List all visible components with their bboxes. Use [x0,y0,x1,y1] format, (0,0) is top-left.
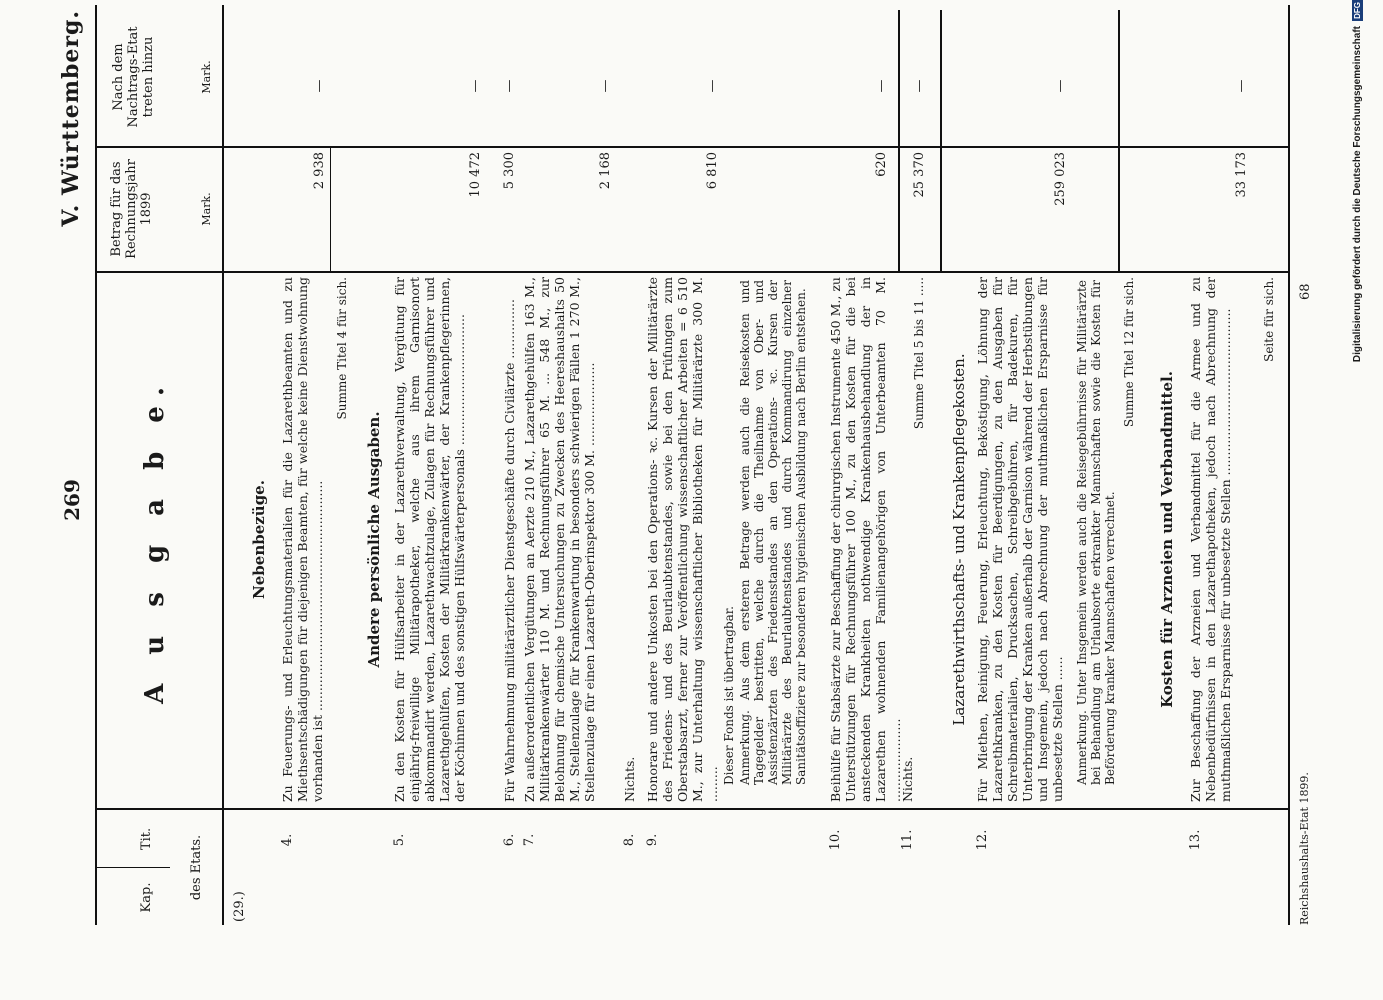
country-heading: V. Württemberg. [58,10,84,227]
table-bottom-rule [1288,5,1290,925]
sum-nach: — [912,79,927,93]
tit-number: 13. [1188,829,1203,851]
row-nach: — [312,79,327,93]
amount-col-rule [95,271,1288,273]
subheading-nebenbezuege: Nebenbezüge. [250,480,268,599]
table-top-rule [95,5,97,925]
subheading-arzneien: Kosten für Arzneien und Verbandmittel. [1158,371,1176,708]
col-nachtrag: Nach dem Nachtrags-Etat treten hinzu [111,26,156,128]
sum-rule [330,148,331,272]
sum-rule [940,10,942,272]
tit-number: 11. [900,829,915,851]
row-amount: 5 300 [502,152,517,190]
row-nach: — [1234,79,1249,93]
sum-rule [898,10,900,272]
tit-number: 6. [502,833,517,847]
col-betrag: Betrag für das Rechnungsjahr 1899 [109,159,154,259]
row-nach: — [1053,79,1068,93]
col-betrag-unit: Mark. [200,192,213,226]
sum-label: Seite für sich. [1262,277,1276,362]
row-text: Nichts. [622,756,637,802]
row-text: Für Miethen, Reinigung, Feuerung, Erleuchtung, Beköstigung, Löhnung der Lazarethkranken, zu den Kosten für Beerdigungen, zu den Ausgaben für Schreibmaterialien, Drucksachen, Schreibgebühren, für Badekuren, für Unterbringung der Kranken außerhalb der Garnison während der Herbstübungen und Insgemein, jedoch nach Abrechnung der muthmaßlichen Ersparnisse für unbesetzte Stellen ...... [975,277,1065,802]
row-amount: 259 023 [1053,152,1068,206]
tit-number: 9. [645,833,660,847]
sum-label: Summe Titel 12 für sich. [1122,277,1136,428]
anmerkung-note: Anmerkung. Unter Insgemein werden auch die Reisegebührnisse für Militärärzte bei Behandlung am Urlaubsorte erkrankter Mannschaften sowie die Kosten für Beförderung kranker Mannschaften verrechnet. [1075,280,1117,785]
row-nach: — [468,79,483,93]
row-amount: 620 [874,152,889,177]
col-nachtrag-unit: Mark. [200,60,213,94]
subheading-andere: Andere persönliche Ausgaben. [365,411,383,668]
row-amount: 2 938 [312,152,327,190]
row-text: Für Wahrnehmung militärärztlicher Dienstgeschäfte durch Civilärzte ............... [502,299,517,802]
row-text: Zu Feuerungs- und Erleuchtungsmaterialien für die Lazarethbeamten und zu Miethsentschädigungen für diejenigen Beamten, für welche keine Dienstwohnung vorhanden ist .......................................................... [280,277,325,802]
row-amount: 10 472 [468,152,483,198]
footer-page: 68 [1298,283,1313,300]
footer-left: Reichshaushalts-Etat 1899. [1298,772,1311,925]
tit-number: 7. [522,833,537,847]
dfg-note [1345,0,1364,600]
col-des-etats: des Etats. [189,834,204,901]
row-nach: — [598,79,613,93]
row-nach: — [874,79,889,93]
section-title: A u s g a b e. [140,377,170,704]
sum-label: Summe Titel 5 bis 11 ..... [912,277,926,430]
sum-label: Summe Titel 4 für sich. [335,277,349,420]
kap-number: (29.) [232,891,247,922]
col-tit: Tit. [139,827,154,851]
subheading-lazareth: Lazarethwirthschafts- und Krankenpflegekosten. [950,353,968,726]
nach-col-rule [95,146,1288,148]
row-text: Zur Beschaffung der Arzneien und Verbandmittel für die Armee und zu Nebenbedürfnissen in den Lazarethapotheken, jedoch nach Abrechnung der muthmaßlichen Ersparnisse für unbesetzte Stellen .......................................... [1188,277,1233,802]
row-text: Zu außerordentlichen Vergütungen an Aerzte 210 M., Lazarethgehülfen 163 M., Militärkrankenwärter 110 M. und Rechnungsführer 65 M. ... 548 M., zur Belohnung für chemische Untersuchungen zu Zwecken des Heereshaushalts 50 M., Stellenzulage für Krankenwartung in besonders schwierigen Fällen 1 270 M., Stellenzulage für einen Lazareth-Oberinspektor 300 M. ..................... [522,277,597,802]
dfg-logo: DFG [1353,2,1362,19]
tit-number: 10. [828,829,843,851]
tit-number: 8. [622,833,637,847]
sum-amount: 25 370 [912,152,927,198]
tit-number: 4. [280,833,295,847]
header-bottom-rule [222,5,224,925]
tit-number: 5. [392,833,407,847]
col-kap: Kap. [139,882,154,913]
row-amount: 2 168 [598,152,613,190]
row-amount: 6 810 [705,152,720,190]
row-text: Zu den Kosten für Hülfsarbeiter in der Lazarethverwaltung, Vergütung für einjährig-freiwillige Militärapotheker, welche aus ihrem Garnisonort abkommandirt werden, Lazarethwachtzulage, Zulagen für Rechnungsführer und Lazarethgehülfen, Kosten der Militärkrankenwärter, der Krankenpflegerinnen, der Köchinnen und des sonstigen Hülfswärterpersonals ................................. [392,277,467,802]
row-nach: — [502,79,517,93]
fonds-note: Dieser Fonds ist übertragbar. [722,606,736,785]
row-text: Honorare und andere Unkosten bei den Operations- ꝛc. Kursen der Militärärzte des Friedens- und des Beurlaubtenstandes, sowie bei den Prüfungen zum Oberstabsarzt, ferner zur Veröffentlichung wissenschaftlicher Arbeiten = 6 510 M., zur Unterhaltung wissenschaftlicher Bibliotheken für Militärärzte 300 M. ......... [645,277,720,802]
sum-rule [1118,10,1120,272]
row-text: Nichts. [900,756,915,802]
row-nach: — [705,79,720,93]
dfg-note-text: Digitalisierung gefördert durch die Deutsche Forschungsgemeinschaft [1352,25,1363,363]
kap-tit-rule [95,867,170,868]
row-amount: 33 173 [1234,152,1249,198]
page-number: 269 [60,479,84,521]
tit-col-rule [95,808,1288,810]
tit-number: 12. [975,829,990,851]
row-text: Beihülfe für Stabsärzte zur Beschaffung der chirurgischen Instrumente 450 M., zu Unterstützungen für Rechnungsführer 100 M., zu den Kosten für die bei ansteckenden Krankheiten nothwendige Krankenhausbehandlung der in Lazarethen wohnenden Familienangehörigen von Unterbeamten 70 M. ..................... [828,277,903,802]
anmerkung-note: Anmerkung. Aus dem ersteren Betrage werden auch die Reisekosten und Tagegelder bestritten, welche durch die Theilnahme von Ober- und Assistenzärzten des Friedensstandes an den Operations- ꝛc. Kursen der Militärärzte des Beurlaubtenstandes und durch Kommandirung einzelner Sanitätsoffiziere zur besonderen hygienischen Ausbildung nach Berlin entstehen. [738,280,808,785]
